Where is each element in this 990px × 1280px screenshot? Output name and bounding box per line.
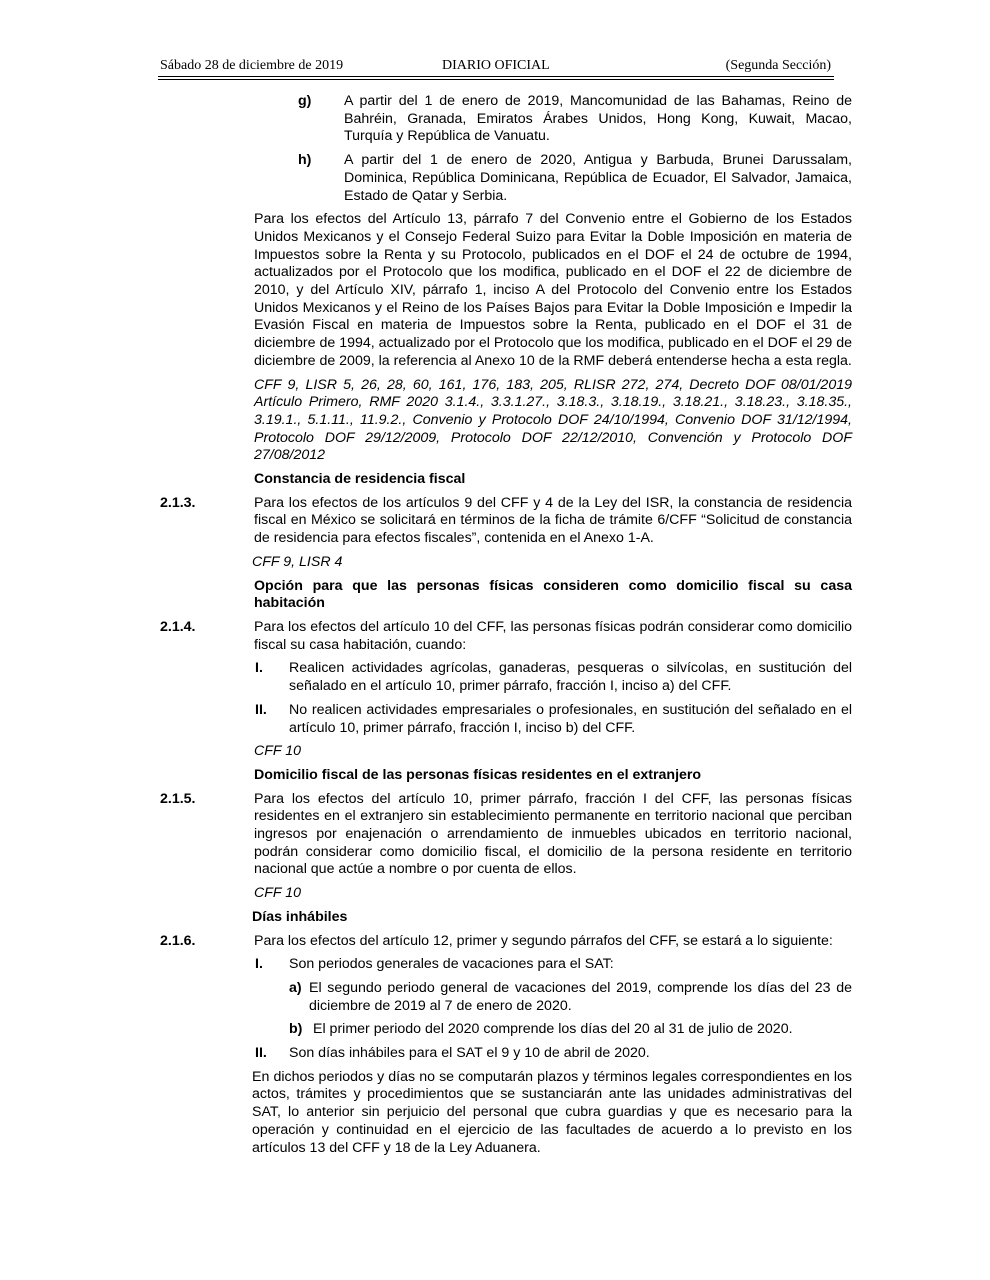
fraction-text: Son días inhábiles para el SAT el 9 y 10 de abril de 2020. <box>289 1045 650 1062</box>
rule-text: Para los efectos de los artículos 9 del CFF y 4 de la Ley del ISR, la constancia de residencia fiscal en México se solicitará en términos de la ficha de trámite 6/CFF “Solicitud de constancia de residencia para efectos fiscales”, contenida en el Anexo 1-A. <box>254 494 852 547</box>
rule-text: Para los efectos del artículo 10 del CFF, las personas físicas podrán considerar como domicilio fiscal su casa habitación, cuando: <box>254 618 852 653</box>
subsection-text: El segundo periodo general de vacaciones del 2019, comprende los días del 23 de diciembre de 2019 al 7 de enero de 2020. <box>309 979 852 1014</box>
rule-number: 2.1.6. <box>160 932 196 949</box>
legal-reference: CFF 10 <box>254 885 302 902</box>
rule-214 <box>160 618 852 654</box>
rule-heading-213: Constancia de residencia fiscal <box>254 471 466 488</box>
rule-213 <box>160 494 852 548</box>
rule-number: 2.1.5. <box>160 790 196 807</box>
fraction-marker: II. <box>255 1045 267 1062</box>
fraction-item <box>255 701 852 737</box>
rule-text: Para los efectos del artículo 10, primer párrafo, fracción I del CFF, las personas físicas residentes en el extranjero sin establecimiento permanente en territorio nacional que perciban ingresos por enajenación o arrendamiento de inmuebles ubicados en territorio nacional, podrán considerar como domicilio fiscal, el domicilio de la persona residente en territorio nacional que actúe a nombre o por cuenta de ellos. <box>254 790 852 878</box>
rule-216 <box>160 932 852 951</box>
rule-heading-214: Opción para que las personas físicas consideren como domicilio fiscal su casa habitación <box>254 577 852 612</box>
fraction-text: Son periodos generales de vacaciones para el SAT: <box>289 956 614 973</box>
list-item-g <box>298 93 852 146</box>
fraction-item <box>255 956 852 974</box>
fraction-item <box>255 660 852 695</box>
fraction-marker: I. <box>255 956 263 973</box>
rule-number: 2.1.3. <box>160 494 196 511</box>
legal-reference: CFF 10 <box>254 743 302 760</box>
rule-text: Para los efectos del artículo 12, primer y segundo párrafos del CFF, se estará a lo siguiente: <box>254 932 833 949</box>
legal-reference: CFF 9, LISR 4 <box>252 553 343 570</box>
header-date: Sábado 28 de diciembre de 2019 <box>160 58 344 73</box>
list-item-text: A partir del 1 de enero de 2019, Mancomunidad de las Bahamas, Reino de Bahréin, Granada, Emiratos Árabes Unidos, Hong Kong, Kuwait, Macao, Turquía y República de Vanuatu. <box>344 93 852 145</box>
header-section: (Segunda Sección) <box>725 58 831 73</box>
rule-number: 2.1.4. <box>160 618 196 635</box>
header-publication: DIARIO OFICIAL <box>442 58 550 73</box>
paragraph-convenio: Para los efectos del Artículo 13, párrafo 7 del Convenio entre el Gobierno de los Estados Unidos Mexicanos y el Consejo Federal Suizo para Evitar la Doble Imposición en materia de Impuestos sobre la Renta y su Protocolo, publicados en el DOF el 24 de octubre de 1994, actualizados por el Protocolo que los modifica, publicado en el DOF el 22 de diciembre de 2010, y del Artículo XIV, párrafo 1, inciso A del Protocolo del Convenio entre los Estados Unidos Mexicanos y el Reino de los Países Bajos para Evitar la Doble Imposición e Impedir la Evasión Fiscal en materia de Impuestos sobre la Renta, publicado en el DOF el 31 de diciembre de 1994, actualizado por el Protocolo que los modifica, publicado en el DOF el 29 de diciembre de 2009, la referencia al Anexo 10 de la RMF deberá entenderse hecha a esta regla. <box>254 211 852 369</box>
fraction-item <box>255 1045 852 1063</box>
subsection-marker: b) <box>289 1021 303 1038</box>
fraction-marker: I. <box>255 660 263 677</box>
legal-reference: CFF 9, LISR 5, 26, 28, 60, 161, 176, 183, 205, RLISR 272, 274, Decreto DOF 08/01/2019 Artículo Primero, RMF 2020 3.1.4., 3.3.1.27., 3.18.3., 3.18.19., 3.18.21., 3.18.23., 3.18.35., 3.19.1., 5.1.11., 11.9.2., Convenio y Protocolo DOF 24/10/1994, Convenio DOF 31/12/1994, Protocolo DOF 29/12/2009, Protocolo DOF 22/12/2010, Convención y Protocolo DOF 27/08/2012 <box>254 376 852 464</box>
subsection-text: El primer periodo del 2020 comprende los días del 20 al 31 de julio de 2020. <box>313 1021 793 1038</box>
header-rule-bottom <box>158 79 834 80</box>
closing-paragraph: En dichos periodos y días no se computarán plazos y términos legales correspondientes en los actos, trámites y procedimientos que se sustanciarán ante las unidades administrativas del SAT, lo anterior sin perjuicio del personal que cubra guardias y que es necesario para la operación y continuidad en el ejercicio de las facultades de acuerdo a lo previsto en los artículos 13 del CFF y 18 de la Ley Aduanera. <box>252 1068 852 1156</box>
header-rule-top <box>158 76 834 77</box>
list-item-h <box>298 152 852 205</box>
subsection-item <box>289 979 852 1015</box>
list-item-text: A partir del 1 de enero de 2020, Antigua y Barbuda, Brunei Darussalam, Dominica, República Dominicana, República de Ecuador, El Salvador, Jamaica, Estado de Qatar y Serbia. <box>344 152 852 204</box>
rule-215 <box>160 790 852 880</box>
fraction-marker: II. <box>255 701 267 718</box>
rule-heading-215: Domicilio fiscal de las personas físicas residentes en el extranjero <box>254 766 702 783</box>
rule-heading-216: Días inhábiles <box>252 908 348 925</box>
page-header <box>160 58 831 76</box>
document-body <box>0 93 990 1157</box>
list-marker: g) <box>298 93 312 109</box>
subsection-item <box>289 1021 852 1039</box>
subsection-marker: a) <box>289 979 302 996</box>
fraction-text: Realicen actividades agrícolas, ganaderas, pesqueras o silvícolas, en sustitución del señalado en el artículo 10, primer párrafo, fracción I, inciso a) del CFF. <box>289 660 852 695</box>
list-marker: h) <box>298 152 312 169</box>
fraction-text: No realicen actividades empresariales o profesionales, en sustitución del señalado en el artículo 10, primer párrafo, fracción I, inciso b) del CFF. <box>289 701 852 736</box>
